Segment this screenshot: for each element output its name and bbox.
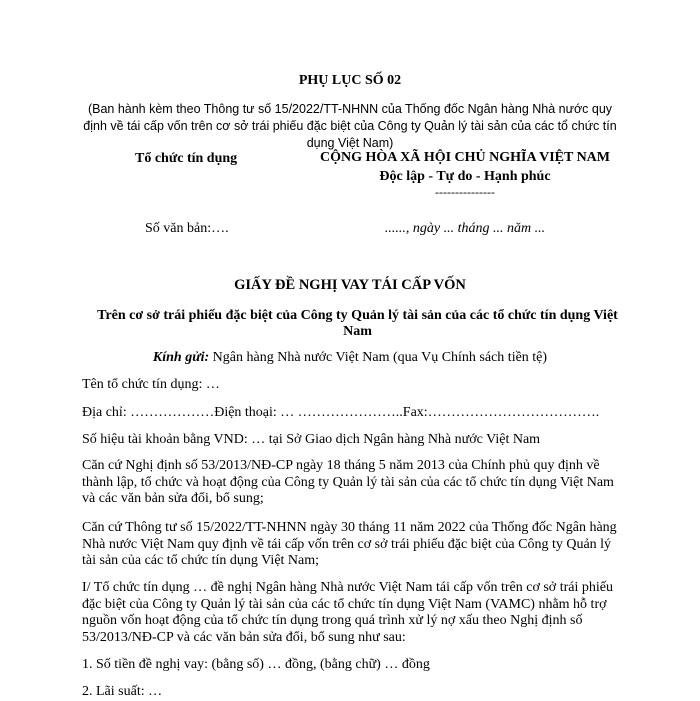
address-field: Địa chỉ: ………………Điện thoại: … …………………..Fax:………………………………. <box>82 405 600 420</box>
request-paragraph: I/ Tổ chức tín dụng … đề nghị Ngân hàng Nhà nước Việt Nam tái cấp vốn trên cơ sở trái phiếu đặc biệt của Công ty Quản lý tài sản của các tổ chức tín dụng Việt Nam (VAMC) nhằm hỗ trợ nguồn vốn hoạt động của tổ chức tín dụng trong quá trình xử lý nợ xấu theo Nghị định số 53/2013/NĐ-CP và các văn bản sửa đổi, bổ sung như sau: <box>82 580 613 645</box>
document-number: Số văn bản:…. <box>145 221 229 236</box>
basis-paragraph-2: Căn cứ Thông tư số 15/2022/TT-NHNN ngày 30 tháng 11 năm 2022 của Thống đốc Ngân hàng Nhà nước Việt Nam quy định về tái cấp vốn trên cơ sở trái phiếu đặc biệt của Công ty Quản lý tài sản của các tổ chức tín dụng Việt Nam; <box>82 520 617 568</box>
amount-item: 1. Số tiền đề nghị vay: (bằng số) … đồng, (bằng chữ) … đồng <box>82 657 430 672</box>
republic-title: CỘNG HÒA XÃ HỘI CHỦ NGHĨA VIỆT NAM <box>319 150 610 165</box>
header-divider: --------------- <box>435 185 495 199</box>
org-label: Tổ chức tín dụng <box>135 151 238 166</box>
addressee-label: Kính gửi: <box>152 350 210 365</box>
form-title: GIẤY ĐỀ NGHỊ VAY TÁI CẤP VỐN <box>234 277 466 293</box>
org-name-field: Tên tổ chức tín dụng: … <box>82 377 220 392</box>
form-subtitle: Trên cơ sở trái phiếu đặc biệt của Công ty Quản lý tài sản của các tổ chức tín dụng Việt Nam <box>97 308 618 339</box>
interest-item: 2. Lãi suất: … <box>82 684 163 699</box>
appendix-title: PHỤ LỤC SỐ 02 <box>298 73 402 88</box>
motto: Độc lập - Tự do - Hạnh phúc <box>379 169 551 184</box>
addressee-value: Ngân hàng Nhà nước Việt Nam (qua Vụ Chính sách tiền tệ) <box>209 350 548 365</box>
date-line: ......, ngày ... tháng ... năm ... <box>384 221 546 236</box>
addressee <box>0 350 700 366</box>
appendix-note: (Ban hành kèm theo Thông tư số 15/2022/TT-NHNN của Thống đốc Ngân hàng Nhà nước quy định về tái cấp vốn trên cơ sở trái phiếu đặc biệt của Công ty Quản lý tài sản của các tổ chức tín dụng Việt Nam) <box>83 102 617 150</box>
basis-paragraph-1: Căn cứ Nghị định số 53/2013/NĐ-CP ngày 18 tháng 5 năm 2013 của Chính phủ quy định về thành lập, tổ chức và hoạt động của Công ty Quản lý tài sản của các tổ chức tín dụng Việt Nam và các văn bản sửa đổi, bổ sung; <box>82 458 614 506</box>
account-field: Số hiệu tài khoản bằng VND: … tại Sở Giao dịch Ngân hàng Nhà nước Việt Nam <box>82 432 541 447</box>
